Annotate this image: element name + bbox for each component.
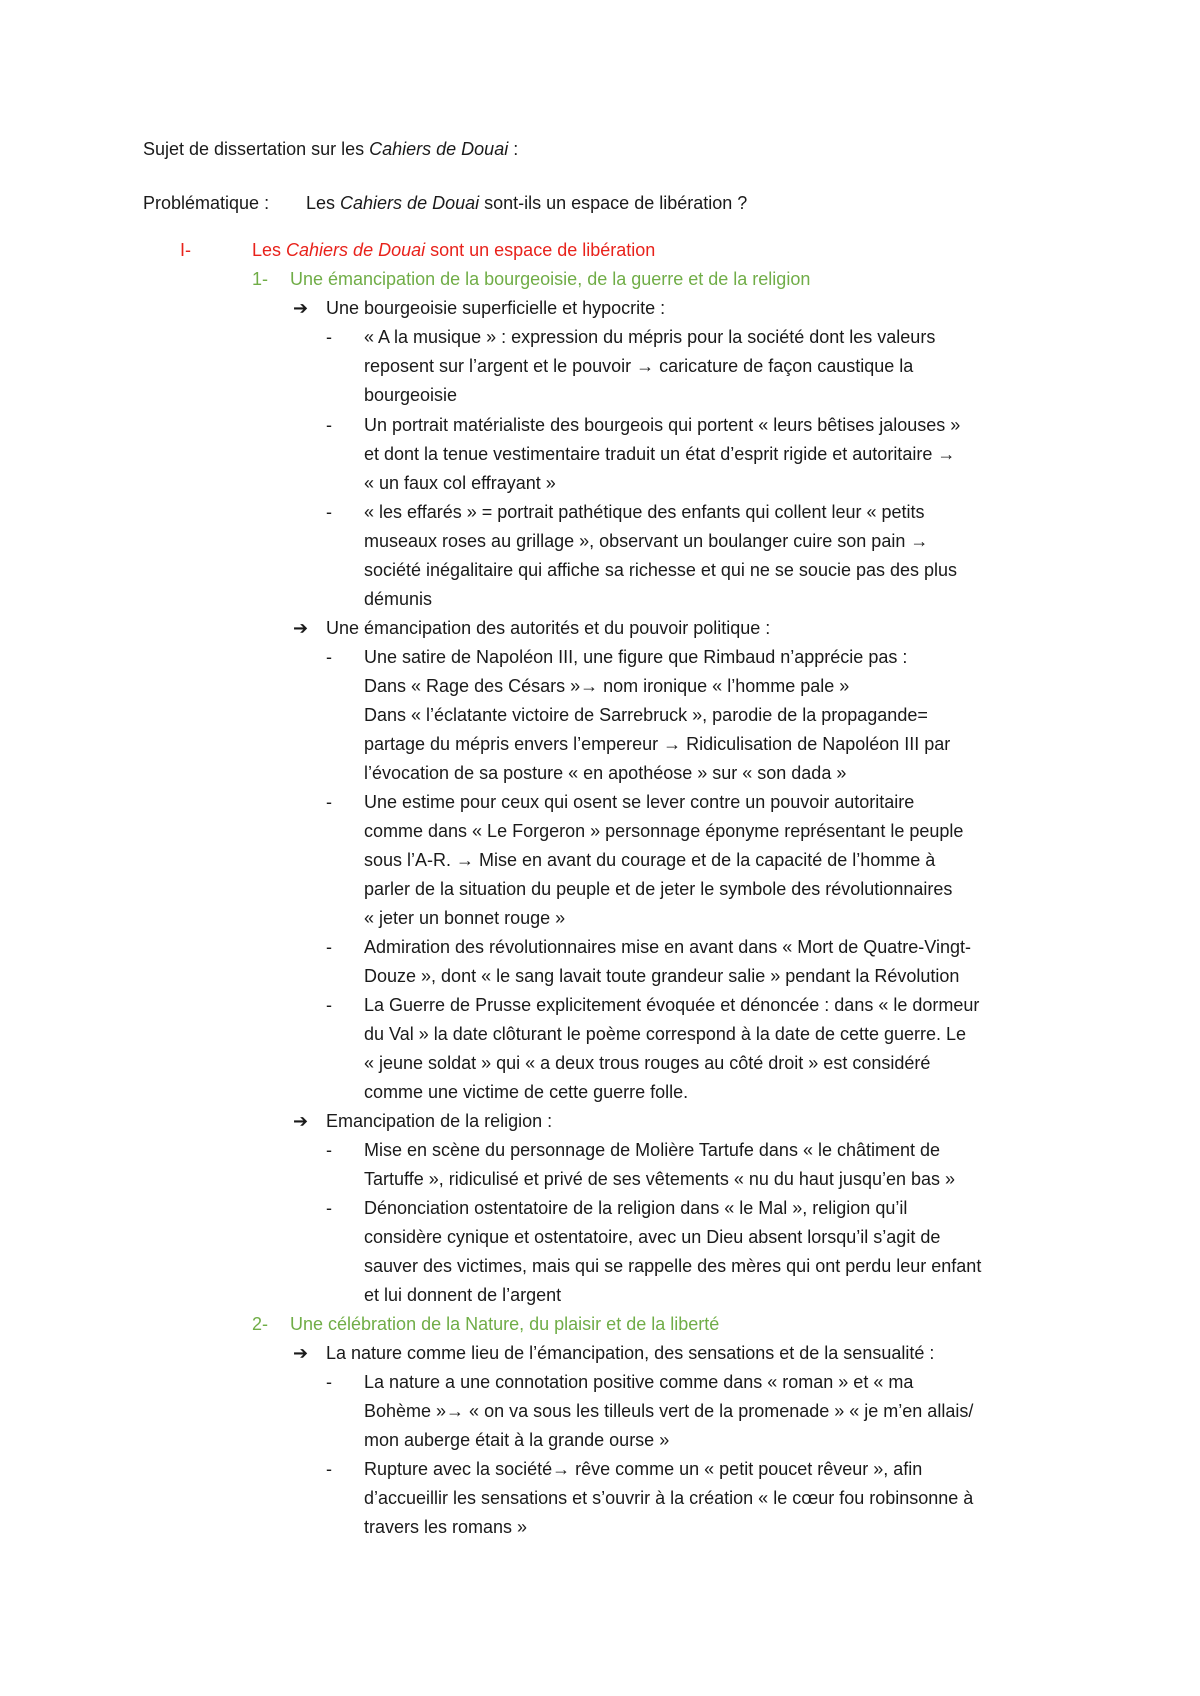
- bullet-line: La Guerre de Prusse explicitement évoquée et dénoncée : dans « le dormeur: [364, 995, 980, 1015]
- bullet-line: « A la musique » : expression du mépris pour la société dont les valeurs: [364, 327, 936, 347]
- bullet-line: reposent sur l’argent et le pouvoir → caricature de façon caustique la: [364, 356, 914, 376]
- arrow-item: Emancipation de la religion :: [326, 1111, 553, 1131]
- bullet-line: « un faux col effrayant »: [364, 473, 556, 493]
- bullet-line: comme une victime de cette guerre folle.: [364, 1082, 689, 1102]
- bullet-dash: -: [326, 502, 332, 522]
- bullet-line: « les effarés » = portrait pathétique des enfants qui collent leur « petits: [364, 502, 925, 522]
- part-heading-prefix: Les: [252, 240, 287, 260]
- subsection-heading: Une célébration de la Nature, du plaisir et de la liberté: [290, 1314, 720, 1334]
- arrow-item: Une émancipation des autorités et du pouvoir politique :: [326, 618, 771, 638]
- bullet-line: Bohème »→ « on va sous les tilleuls vert de la promenade » « je m’en allais/: [364, 1401, 974, 1421]
- bullet-line: Dans « Rage des Césars »→ nom ironique « l’homme pale »: [364, 676, 850, 696]
- bullet-line: et lui donnent de l’argent: [364, 1285, 562, 1305]
- bullet-line: travers les romans »: [364, 1517, 528, 1537]
- bullet-line: l’évocation de sa posture « en apothéose » sur « son dada »: [364, 763, 847, 783]
- bullet-line: société inégalitaire qui affiche sa richesse et qui ne se soucie pas des plus: [364, 560, 958, 580]
- problematique-question: [306, 192, 747, 214]
- bullet-line: Une estime pour ceux qui osent se lever contre un pouvoir autoritaire: [364, 792, 915, 812]
- bullet-dash: -: [326, 647, 332, 667]
- bullet-line: parler de la situation du peuple et de jeter le symbole des révolutionnaires: [364, 879, 953, 899]
- arrow-icon: ➔: [293, 618, 309, 638]
- arrow-item: Une bourgeoisie superficielle et hypocrite :: [326, 298, 666, 318]
- bullet-dash: -: [326, 995, 332, 1015]
- bullet-line: Mise en scène du personnage de Molière Tartufe dans « le châtiment de: [364, 1140, 941, 1160]
- page-title: [143, 138, 518, 160]
- bullet-dash: -: [326, 1140, 332, 1160]
- subsection-number: 2-: [252, 1314, 269, 1334]
- arrow-icon: ➔: [293, 1343, 309, 1363]
- bullet-line: sauver des victimes, mais qui se rappelle des mères qui ont perdu leur enfant: [364, 1256, 982, 1276]
- bullet-line: « jeter un bonnet rouge »: [364, 908, 566, 928]
- part-number: I-: [180, 240, 191, 260]
- arrow-icon: ➔: [293, 298, 309, 318]
- question-suffix: sont-ils un espace de libération ?: [479, 193, 748, 213]
- title-text: Sujet de dissertation sur les: [143, 139, 370, 159]
- problematique-label: Problématique :: [143, 193, 270, 213]
- arrow-icon: ➔: [293, 1111, 309, 1131]
- part-heading-suffix: sont un espace de libération: [425, 240, 656, 260]
- bullet-line: du Val » la date clôturant le poème correspond à la date de cette guerre. Le: [364, 1024, 967, 1044]
- bullet-line: bourgeoisie: [364, 385, 458, 405]
- bullet-line: d’accueillir les sensations et s’ouvrir à la création « le cœur fou robinsonne à: [364, 1488, 974, 1508]
- bullet-dash: -: [326, 1372, 332, 1392]
- bullet-dash: -: [326, 327, 332, 347]
- bullet-line: comme dans « Le Forgeron » personnage éponyme représentant le peuple: [364, 821, 964, 841]
- bullet-dash: -: [326, 1459, 332, 1479]
- bullet-dash: -: [326, 792, 332, 812]
- bullet-line: Douze », dont « le sang lavait toute grandeur salie » pendant la Révolution: [364, 966, 960, 986]
- bullet-line: Un portrait matérialiste des bourgeois qui portent « leurs bêtises jalouses »: [364, 415, 961, 435]
- bullet-line: Rupture avec la société→ rêve comme un « petit poucet rêveur », afin: [364, 1459, 923, 1479]
- bullet-line: et dont la tenue vestimentaire traduit un état d’esprit rigide et autoritaire →: [364, 444, 956, 464]
- bullet-line: museaux roses au grillage », observant un boulanger cuire son pain →: [364, 531, 929, 551]
- subsection-heading: Une émancipation de la bourgeoisie, de la guerre et de la religion: [290, 269, 811, 289]
- bullet-line: Dénonciation ostentatoire de la religion dans « le Mal », religion qu’il: [364, 1198, 908, 1218]
- question-prefix: Les: [306, 193, 341, 213]
- bullet-line: Admiration des révolutionnaires mise en avant dans « Mort de Quatre-Vingt-: [364, 937, 971, 957]
- bullet-dash: -: [326, 415, 332, 435]
- bullet-line: Tartuffe », ridiculisé et privé de ses vêtements « nu du haut jusqu’en bas »: [364, 1169, 956, 1189]
- question-italic: Cahiers de Douai: [340, 193, 480, 213]
- subsection-number: 1-: [252, 269, 269, 289]
- bullet-line: Dans « l’éclatante victoire de Sarrebruck », parodie de la propagande=: [364, 705, 928, 725]
- title-italic: Cahiers de Douai: [369, 139, 509, 159]
- bullet-line: considère cynique et ostentatoire, avec un Dieu absent lorsqu’il s’agit de: [364, 1227, 941, 1247]
- bullet-line: sous l’A-R. → Mise en avant du courage et de la capacité de l’homme à: [364, 850, 936, 870]
- bullet-line: partage du mépris envers l’empereur → Ridiculisation de Napoléon III par: [364, 734, 951, 754]
- bullet-line: « jeune soldat » qui « a deux trous rouges au côté droit » est considéré: [364, 1053, 931, 1073]
- bullet-dash: -: [326, 937, 332, 957]
- bullet-line: La nature a une connotation positive comme dans « roman » et « ma: [364, 1372, 914, 1392]
- bullet-dash: -: [326, 1198, 332, 1218]
- bullet-line: Une satire de Napoléon III, une figure que Rimbaud n’apprécie pas :: [364, 647, 908, 667]
- bullet-line: mon auberge était à la grande ourse »: [364, 1430, 670, 1450]
- part-heading-italic: Cahiers de Douai: [286, 240, 426, 260]
- arrow-item: La nature comme lieu de l’émancipation, des sensations et de la sensualité :: [326, 1343, 935, 1363]
- bullet-line: démunis: [364, 589, 433, 609]
- part-heading: [252, 239, 655, 261]
- title-suffix: :: [508, 139, 519, 159]
